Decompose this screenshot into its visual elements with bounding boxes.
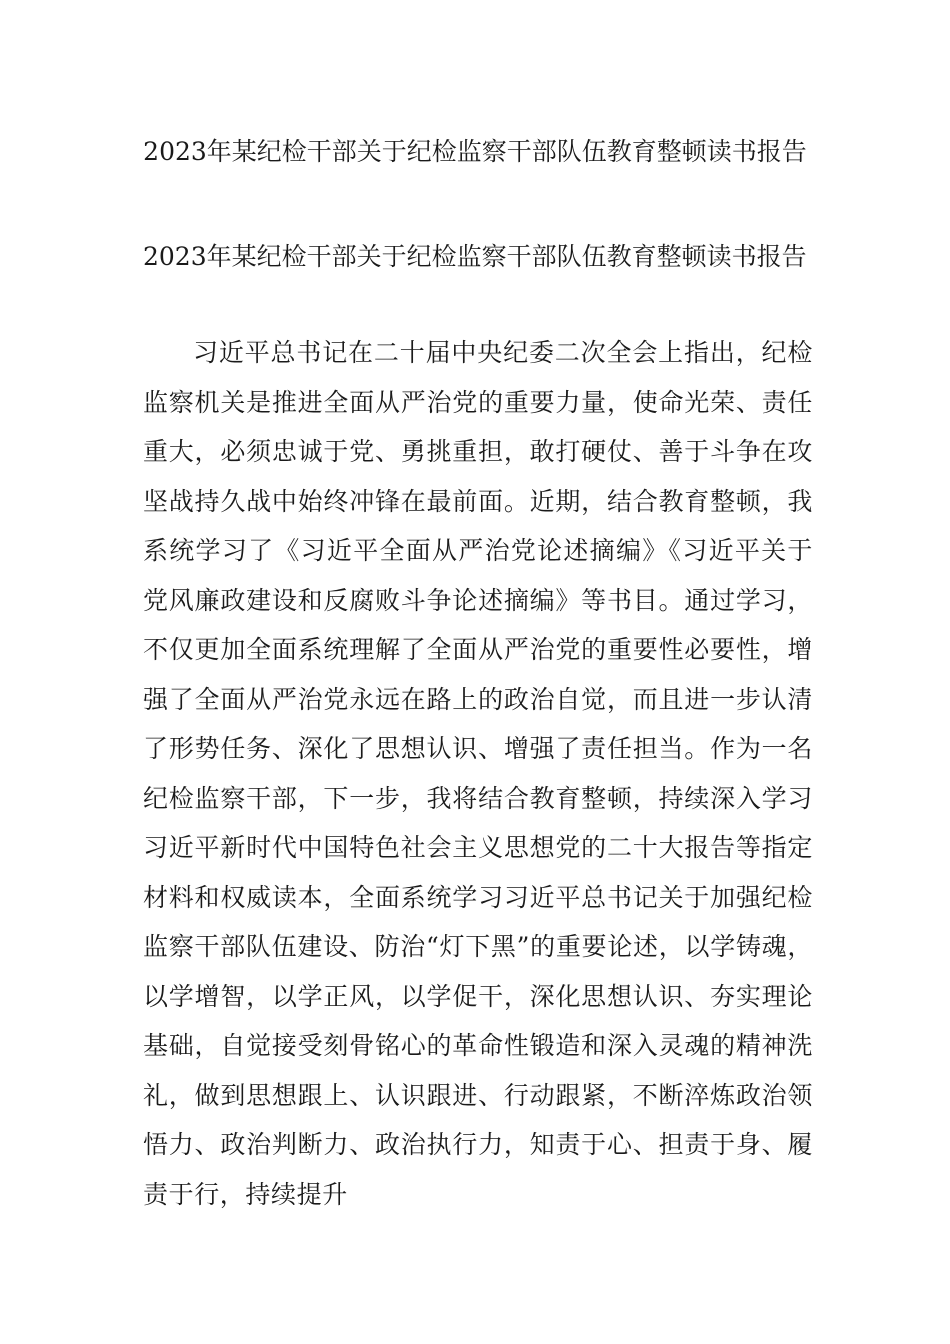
document-subtitle: 2023年某纪检干部关于纪检监察干部队伍教育整顿读书报告 (143, 242, 807, 271)
document-title: 2023年某纪检干部关于纪检监察干部队伍教育整顿读书报告 (143, 137, 807, 166)
body-paragraph: 习近平总书记在二十届中央纪委二次全会上指出，纪检监察机关是推进全面从严治党的重要力量，使命光荣、责任重大，必须忠诚于党、勇挑重担，敢打硬仗、善于斗争在攻坚战持久战中始终冲锋在最前面。近期，结合教育整顿，我系统学习了《习近平全面从严治党论述摘编》《习近平关于党风廉政建设和反腐败斗争论述摘编》等书目。通过学习，不仅更加全面系统理解了全面从严治党的重要性必要性，增强了全面从严治党永远在路上的政治自觉，而且进一步认清了形势任务、深化了思想认识、增强了责任担当。作为一名纪检监察干部，下一步，我将结合教育整顿，持续深入学习习近平新时代中国特色社会主义思想党的二十大报告等指定材料和权威读本，全面系统学习习近平总书记关于加强纪检监察干部队伍建设、防治“灯下黑”的重要论述，以学铸魂，以学增智，以学正风，以学促干，深化思想认识、夯实理论基础，自觉接受刻骨铭心的革命性锻造和深入灵魂的精神洗礼，做到思想跟上、认识跟进、行动跟紧，不断淬炼政治领悟力、政治判断力、政治执行力，知责于心、担责于身、履责于行，持续提升 (143, 338, 813, 1209)
